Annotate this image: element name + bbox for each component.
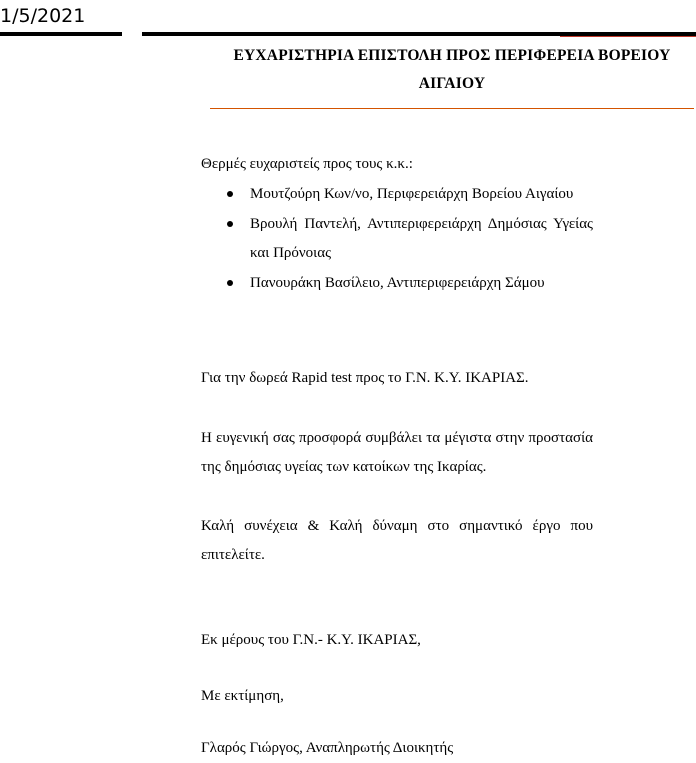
letter-title-line1: ΕΥΧΑΡΙΣΤΗΡΙΑ ΕΠΙΣΤΟΛΗ ΠΡΟΣ ΠΕΡΙΦΕΡΕΙΑ ΒΟΡΕΙΟΥ [233,47,671,64]
recipient-text: Βρουλή Παντελή, Αντιπεριφερειάρχη Δημόσιας Υγείας και Πρόνοιας [250,216,593,261]
closing-line: Με εκτίμηση, [201,688,284,704]
list-item [201,210,593,268]
bullet-icon [227,191,233,197]
list-item [201,269,593,298]
recipient-text: Πανουράκη Βασίλειο, Αντιπεριφερειάρχη Σάμου [250,275,545,291]
title-underline [210,108,694,109]
wishes-paragraph: Καλή συνέχεια & Καλή δύναμη στο σημαντικό έργο που επιτελείτε. [201,518,593,563]
letter-title-line2: ΑΙΓΑΙΟΥ [418,75,486,92]
document-date: 1/5/2021 [0,5,86,27]
header-rule-accent [560,36,696,37]
letter-title [210,42,694,98]
header-rule-left [0,32,122,36]
donation-paragraph: Για την δωρεά Rapid test προς το Γ.Ν. Κ.Υ. ΙΚΑΡΙΑΣ. [201,370,529,386]
thanks-paragraph: Η ευγενική σας προσφορά συμβάλει τα μέγιστα στην προστασία της δημόσιας υγείας των κατοίκων της Ικαρίας. [201,430,593,475]
on-behalf-line: Εκ μέρους του Γ.Ν.- Κ.Υ. ΙΚΑΡΙΑΣ, [201,632,421,648]
bullet-icon [227,280,233,286]
list-item [201,180,593,209]
signature-line: Γλαρός Γιώργος, Αναπληρωτής Διοικητής [201,740,454,756]
recipient-text: Μουτζούρη Κων/νο, Περιφερειάρχη Βορείου Αιγαίου [250,186,574,202]
bullet-icon [227,221,233,227]
recipients-list [201,180,593,299]
letter-intro: Θερμές ευχαριστείς προς τους κ.κ.: [201,156,413,172]
